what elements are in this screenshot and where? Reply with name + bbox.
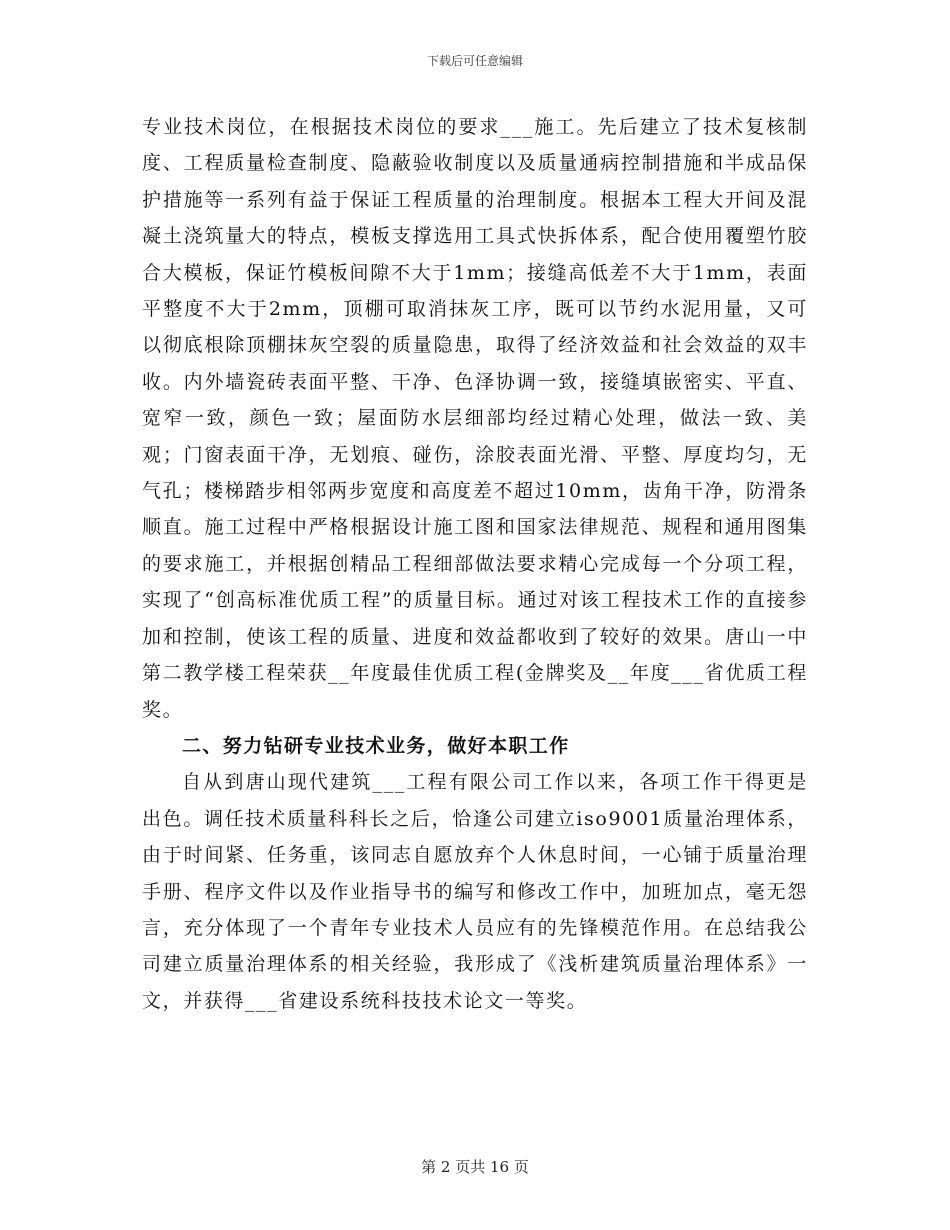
document-body [142, 109, 808, 1019]
section-heading: 二、努力钻研专业技术业务，做好本职工作 [182, 734, 570, 757]
page-header: 下载后可任意编辑 [426, 54, 523, 68]
body-paragraph: 专业技术岗位，在根据技术岗位的要求___施工。先后建立了技术复核制度、工程质量检查制度、隐蔽验收制度以及质量通病控制措施和半成品保护措施等一系列有益于保证工程质量的治理制度。根据本工程大开间及混凝土浇筑量大的特点，模板支撑选用工具式快拆体系，配合使用覆塑竹胶合大模板，保证竹模板间隙不大于1mm；接缝高低差不大于1mm，表面平整度不大于2mm，顶棚可取消抹灰工序，既可以节约水泥用量，又可以彻底根除顶棚抹灰空裂的质量隐患，取得了经济效益和社会效益的双丰收。内外墙瓷砖表面平整、干净、色泽协调一致，接缝填嵌密实、平直、宽窄一致，颜色一致；屋面防水层细部均经过精心处理，做法一致、美观；门窗表面干净，无划痕、碰伤，涂胶表面光滑、平整、厚度均匀，无气孔；楼梯踏步相邻两步宽度和高度差不超过10mm，齿角干净，防滑条顺直。施工过程中严格根据设计施工图和国家法律规范、规程和通用图集的要求施工，并根据创精品工程细部做法要求精心完成每一个分项工程，实现了“创高标准优质工程”的质量目标。通过对该工程技术工作的直接参加和控制，使该工程的质量、进度和效益都收到了较好的效果。唐山一中第二教学楼工程荣获__年度最佳优质工程(金牌奖及__年度___省优质工程奖。 [142, 116, 808, 721]
page-number: 第 2 页共 16 页 [421, 1158, 529, 1176]
body-paragraph: 自从到唐山现代建筑___工程有限公司工作以来，各项工作干得更是出色。调任技术质量科科长之后，恰逢公司建立iso9001质量治理体系，由于时间紧、任务重，该同志自愿放弃个人休息时间，一心铺于质量治理手册、程序文件以及作业指导书的编写和修改工作中，加班加点，毫无怨言，充分体现了一个青年专业技术人员应有的先锋模范作用。在总结我公司建立质量治理体系的相关经验，我形成了《浅析建筑质量治理体系》一文，并获得___省建设系统科技技术论文一等奖。 [142, 771, 808, 1012]
